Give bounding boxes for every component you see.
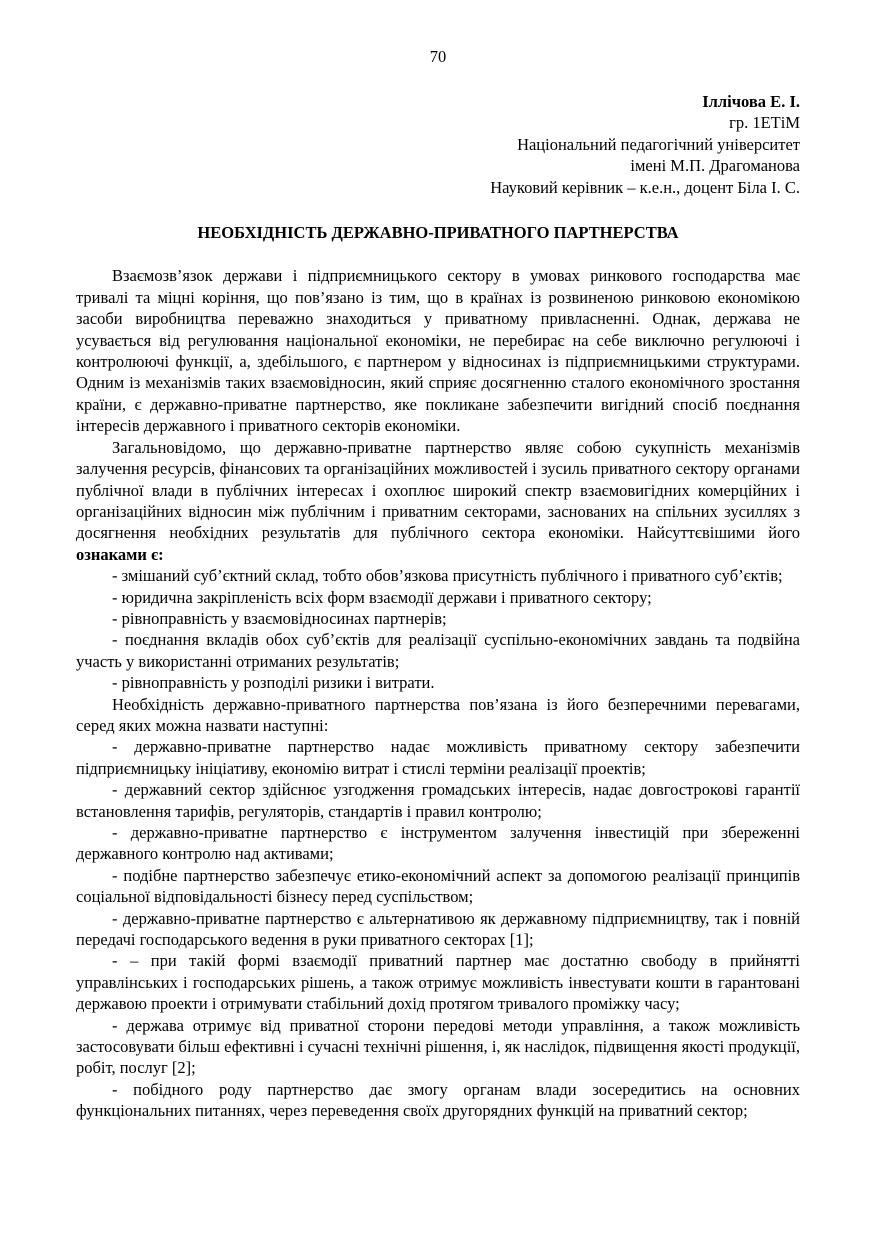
paragraph-text: - державно-приватне партнерство є інструментом залучення інвестицій при збереженні державного контролю над активами; [76, 823, 800, 864]
paragraph [76, 265, 800, 436]
paragraph-text: - змішаний суб’єктний склад, тобто обов’язкова присутність публічного і приватного суб’єктів; [112, 566, 783, 586]
author-line: Іллічова Е. І. [702, 92, 800, 111]
author-line: Національний педагогічний університет [517, 134, 800, 154]
paragraph-text: - держава отримує від приватної сторони передові методи управління, а також можливість застосовувати більш ефективні і сучасні технічні рішення, і, як наслідок, підвищення якості продукції, робіт, послуг [2]; [76, 1015, 800, 1078]
paragraph-text: - рівноправність у взаємовідносинах партнерів; [112, 608, 447, 628]
paragraph-text: Необхідність державно-приватного партнерства пов’язана із його безперечними перевагами, серед яких можна назвати наступні: [76, 694, 800, 735]
paragraph [76, 672, 800, 693]
paragraph-text: Загальновідомо, що державно-приватне партнерство являє собою сукупність механізмів залучення ресурсів, фінансових та організаційних можливостей і зусиль приватного сектору органами публічної влади в публічних інтересах і охоплює широкий спектр взаємовигідних комерційних і організаційних відносин між публічним і приватним секторами, заснованих на спільних зусиллях з досягнення необхідних результатів для публічного сектора економіки. Найсуттєвішими його [76, 437, 800, 543]
paragraph [76, 629, 800, 672]
paragraph [76, 908, 800, 951]
paragraph-text: - державно-приватне партнерство надає можливість приватному сектору забезпечити підприємницьку ініціативу, економію витрат і стислі терміни реалізації проектів; [76, 737, 800, 778]
paragraph-text: - юридична закріпленість всіх форм взаємодії держави і приватного сектору; [112, 587, 652, 607]
paragraph [76, 822, 800, 865]
paragraph [76, 565, 800, 586]
author-line: Науковий керівник – к.е.н., доцент Біла І. С. [490, 177, 800, 197]
paragraph-text: - побідного роду партнерство дає змогу органам влади зосередитись на основних функціональних питаннях, через переведення своїх другорядних функцій на приватний сектор; [76, 1079, 800, 1121]
paragraph-text: Взаємозв’язок держави і підприємницького сектору в умовах ринкового господарства має тривалі та міцні коріння, що пов’язано із тим, що в країнах із розвиненою ринковою економікою засоби виробництва переважно знаходиться у приватному привласненні. Однак, держава не усувається від регулювання національної економіки, не перебирає на себе виключно регулюючі і контролюючі функції, а, здебільшого, є партнером у відносинах із підприємницькими структурами. Одним із механізмів таких взаємовідносин, який сприяє досягненню сталого економічного зростання країни, є державно-приватне партнерство, яке покликане забезпечити вигідний спосіб поєднання інтересів державного і приватного секторів економіки. [76, 266, 800, 436]
author-line: імені М.П. Драгоманова [630, 156, 800, 176]
paragraph [76, 865, 800, 908]
paragraph-text: - державно-приватне партнерство є альтернативою як державному підприємництву, так і повній передачі господарського ведення в руки приватного секторах [1]; [76, 908, 800, 950]
body-text [76, 265, 800, 1121]
paragraph [76, 587, 800, 608]
paragraph [76, 1079, 800, 1122]
paragraph-text: - – при такій формі взаємодії приватний партнер має достатню свободу в прийнятті управлінських і господарських рішень, а також отримує можливість інвестувати кошти в гарантовані державою проекти і отримувати стабільний дохід протягом тривалого проміжку часу; [76, 951, 800, 1014]
paragraph-text: - поєднання вкладів обох суб’єктів для реалізації суспільно-економічних завдань та подвійна участь у використанні отриманих результатів; [76, 630, 800, 671]
paragraph [76, 608, 800, 629]
page-title: НЕОБХІДНІСТЬ ДЕРЖАВНО-ПРИВАТНОГО ПАРТНЕРСТВА [197, 223, 679, 243]
paragraph [76, 694, 800, 737]
paragraph-text: - рівноправність у розподілі ризики і витрати. [112, 673, 435, 693]
paragraph [76, 779, 800, 822]
paragraph-text: - державний сектор здійснює узгодження громадських інтересів, надає довгострокові гарантії встановлення тарифів, регуляторів, стандартів і правил контролю; [76, 780, 800, 821]
page-number: 70 [429, 47, 447, 66]
author-block [76, 91, 800, 198]
paragraph [76, 950, 800, 1014]
paragraph [76, 736, 800, 779]
paragraph-text: - подібне партнерство забезпечує етико-економічний аспект за допомогою реалізації принципів соціальної відповідальності бізнесу перед суспільством; [76, 865, 800, 907]
paragraph-text-bold: ознаками є: [76, 544, 164, 564]
paragraph [76, 437, 800, 565]
paragraph [76, 1015, 800, 1079]
author-line: гр. 1ЕТіМ [729, 113, 800, 133]
